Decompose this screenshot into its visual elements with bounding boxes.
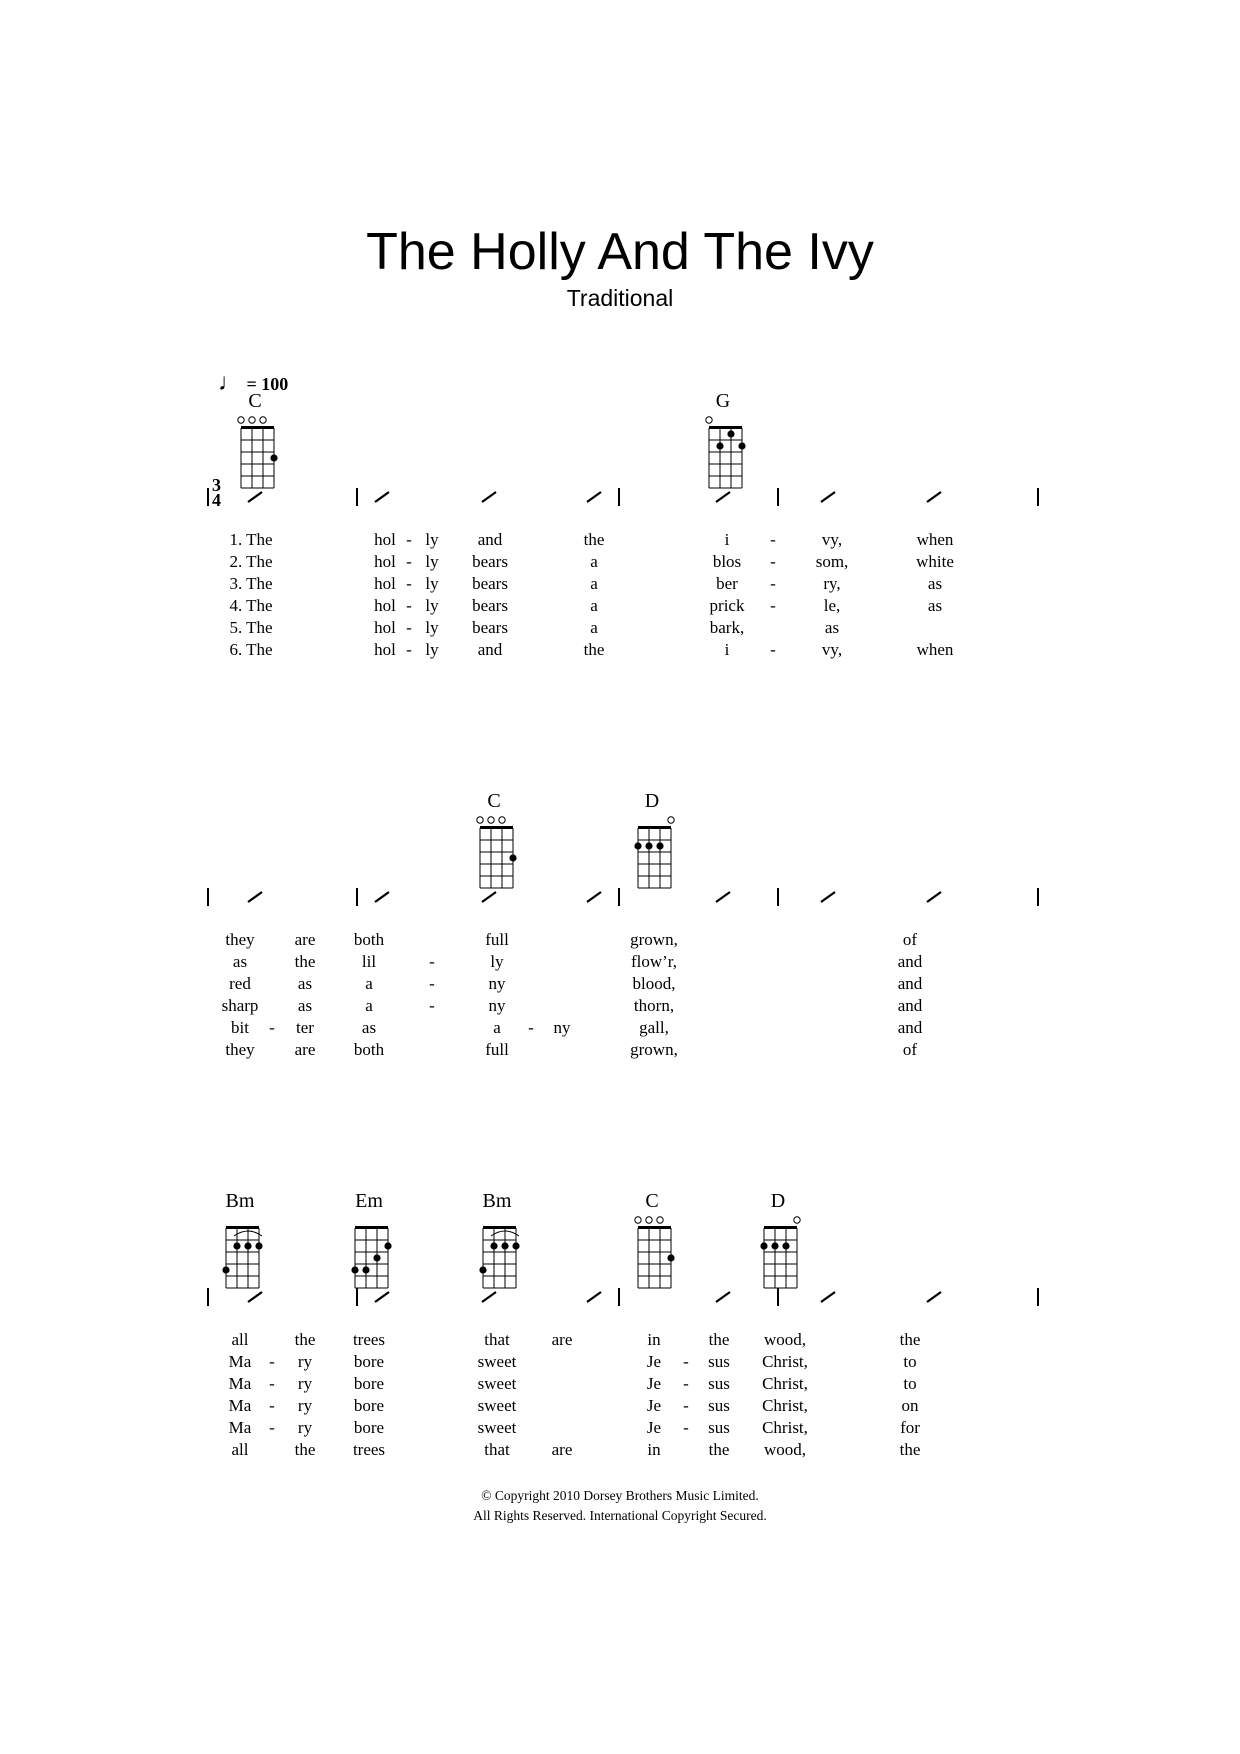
lyric-syllable: ry: [297, 1352, 313, 1371]
lyric-syllable: Ma: [228, 1352, 252, 1371]
lyric-syllable: red: [229, 974, 251, 993]
lyric-syllable: on: [901, 1396, 919, 1415]
lyric-syllable: the: [583, 530, 605, 549]
lyric-syllable: the: [899, 1330, 921, 1349]
lyric-syllable: -: [683, 1396, 689, 1415]
lyric-syllable: lil: [361, 952, 377, 971]
lyric-syllable: they: [225, 1040, 255, 1059]
chord-name: D: [770, 1190, 786, 1212]
lyric-syllable: ry: [297, 1418, 313, 1437]
lyric-syllable: -: [683, 1374, 689, 1393]
lyric-syllable: the: [708, 1440, 730, 1459]
rhythm-slash: [821, 892, 835, 902]
lyric-syllable: as: [297, 996, 313, 1015]
lyric-syllable: sweet: [477, 1352, 517, 1371]
lyric-syllable: a: [365, 996, 373, 1015]
lyric-syllable: the: [708, 1330, 730, 1349]
lyric-syllable: -: [406, 596, 412, 615]
lyric-syllable: a: [590, 574, 598, 593]
lyric-syllable: when: [916, 530, 954, 549]
lyric-syllable: in: [647, 1330, 661, 1349]
lyric-syllable: -: [770, 552, 776, 571]
rhythm-slash: [482, 1292, 496, 1302]
lyric-syllable: hol: [374, 596, 396, 615]
lyric-syllable: -: [770, 640, 776, 659]
rhythm-slash: [248, 892, 262, 902]
lyric-syllable: 5. The: [229, 618, 273, 637]
lyric-syllable: wood,: [763, 1330, 807, 1349]
lyric-syllable: -: [406, 574, 412, 593]
lyric-syllable: bears: [472, 552, 508, 571]
lyric-syllable: thorn,: [633, 996, 675, 1015]
rhythm-slash: [375, 892, 389, 902]
lyric-syllable: i: [724, 640, 730, 659]
lyric-syllable: bears: [472, 596, 508, 615]
chord-name: Bm: [482, 1190, 512, 1212]
rhythm-slash: [927, 492, 941, 502]
time-signature-bottom: 4: [212, 490, 221, 510]
lyric-syllable: both: [353, 1040, 385, 1059]
lyric-syllable: as: [824, 618, 840, 637]
rhythm-slash: [927, 1292, 941, 1302]
quarter-note-icon: ♩: [218, 370, 242, 396]
rhythm-slash: [821, 492, 835, 502]
lyric-syllable: and: [897, 952, 923, 971]
lyric-syllable: -: [406, 618, 412, 637]
lyric-syllable: ber: [716, 574, 738, 593]
lyric-syllable: a: [493, 1018, 501, 1037]
lyric-syllable: sus: [708, 1396, 730, 1415]
lyric-syllable: ly: [425, 530, 439, 549]
lyric-syllable: sweet: [477, 1396, 517, 1415]
rhythm-slash: [716, 492, 730, 502]
lyric-syllable: a: [365, 974, 373, 993]
rhythm-slash: [927, 892, 941, 902]
lyric-syllable: grown,: [630, 930, 678, 949]
lyric-syllable: bit: [231, 1018, 249, 1037]
lyric-syllable: gall,: [639, 1018, 669, 1037]
rhythm-staff: [0, 790, 1240, 930]
lyric-syllable: they: [225, 930, 255, 949]
lyric-syllable: sus: [708, 1374, 730, 1393]
lyric-syllable: ny: [553, 1018, 571, 1037]
lyric-syllable: ter: [296, 1018, 314, 1037]
lyric-syllable: sharp: [221, 996, 259, 1015]
lyric-syllable: flow’r,: [630, 952, 678, 971]
lyric-syllable: bears: [472, 618, 508, 637]
rhythm-slash: [482, 892, 496, 902]
lyric-syllable: sweet: [477, 1418, 517, 1437]
lyric-syllable: the: [294, 1440, 316, 1459]
lyric-syllable: Ma: [228, 1374, 252, 1393]
rhythm-slash: [248, 1292, 262, 1302]
chord-name: Em: [355, 1190, 383, 1212]
lyric-syllable: all: [231, 1330, 249, 1349]
lyric-syllable: Christ,: [762, 1374, 808, 1393]
lyric-syllable: as: [927, 574, 943, 593]
rhythm-slash: [482, 492, 496, 502]
lyric-syllable: ry,: [823, 574, 841, 593]
lyric-syllable: are: [551, 1440, 573, 1459]
lyric-syllable: -: [269, 1018, 275, 1037]
lyric-syllable: ry: [297, 1396, 313, 1415]
lyric-syllable: 4. The: [229, 596, 273, 615]
lyric-syllable: a: [590, 552, 598, 571]
lyric-syllable: ny: [488, 996, 506, 1015]
lyric-syllable: -: [429, 974, 435, 993]
lyric-syllable: bore: [353, 1352, 385, 1371]
lyric-syllable: as: [361, 1018, 377, 1037]
lyric-syllable: Je: [646, 1396, 662, 1415]
lyric-syllable: ry: [297, 1374, 313, 1393]
lyric-syllable: ny: [488, 974, 506, 993]
lyric-syllable: wood,: [763, 1440, 807, 1459]
rhythm-slash: [821, 1292, 835, 1302]
lyric-syllable: all: [231, 1440, 249, 1459]
rhythm-slash: [375, 492, 389, 502]
lyric-syllable: -: [683, 1352, 689, 1371]
lyric-syllable: sus: [708, 1352, 730, 1371]
lyric-syllable: the: [294, 952, 316, 971]
composer: Traditional: [566, 285, 674, 311]
rhythm-slash: [587, 892, 601, 902]
lyric-syllable: and: [897, 1018, 923, 1037]
lyric-syllable: bore: [353, 1374, 385, 1393]
lyric-syllable: in: [647, 1440, 661, 1459]
lyric-syllable: that: [484, 1330, 510, 1349]
lyric-syllable: and: [477, 530, 503, 549]
lyric-syllable: are: [551, 1330, 573, 1349]
lyric-syllable: ly: [425, 574, 439, 593]
lyric-syllable: 1. The: [229, 530, 273, 549]
lyric-syllable: blood,: [632, 974, 676, 993]
lyric-syllable: -: [406, 640, 412, 659]
lyric-syllable: as: [927, 596, 943, 615]
lyric-syllable: bears: [472, 574, 508, 593]
lyric-syllable: -: [770, 574, 776, 593]
lyric-syllable: are: [294, 1040, 316, 1059]
lyric-syllable: le,: [823, 596, 841, 615]
lyric-syllable: when: [916, 640, 954, 659]
system-3: [0, 1190, 1240, 1590]
lyric-syllable: to: [903, 1374, 917, 1393]
tempo-value: = 100: [246, 374, 289, 394]
rhythm-staff: [0, 1190, 1240, 1330]
lyric-syllable: hol: [374, 618, 396, 637]
chord-name: C: [645, 1190, 659, 1212]
lyric-syllable: that: [484, 1440, 510, 1459]
lyric-syllable: trees: [352, 1440, 386, 1459]
lyric-syllable: prick: [709, 596, 745, 615]
lyric-syllable: the: [294, 1330, 316, 1349]
lyric-syllable: -: [429, 952, 435, 971]
lyric-syllable: sweet: [477, 1374, 517, 1393]
lyric-syllable: for: [900, 1418, 920, 1437]
song-title: The Holly And The Ivy: [366, 223, 874, 281]
lyric-syllable: Christ,: [762, 1418, 808, 1437]
system-1: [0, 390, 1240, 790]
lyric-syllable: blos: [712, 552, 742, 571]
lyric-syllable: of: [902, 1040, 918, 1059]
lyric-syllable: the: [899, 1440, 921, 1459]
lyric-syllable: -: [429, 996, 435, 1015]
lyric-syllable: hol: [374, 530, 396, 549]
lyric-syllable: Ma: [228, 1396, 252, 1415]
lyric-syllable: bark,: [709, 618, 745, 637]
chord-name: C: [487, 790, 501, 812]
rhythm-slash: [716, 892, 730, 902]
chord-name: C: [248, 390, 262, 412]
lyric-syllable: white: [916, 552, 954, 571]
lyric-syllable: Je: [646, 1418, 662, 1437]
lyric-syllable: 3. The: [229, 574, 273, 593]
lyric-syllable: ly: [490, 952, 504, 971]
lyric-syllable: Je: [646, 1352, 662, 1371]
chord-name: D: [644, 790, 660, 812]
lyric-syllable: -: [406, 530, 412, 549]
lyric-syllable: som,: [815, 552, 849, 571]
lyric-syllable: -: [269, 1374, 275, 1393]
lyric-syllable: -: [528, 1018, 534, 1037]
copyright-line-2: All Rights Reserved. International Copyright Secured.: [473, 1508, 767, 1523]
lyric-syllable: 6. The: [229, 640, 273, 659]
lyric-syllable: bore: [353, 1396, 385, 1415]
lyric-syllable: vy,: [821, 640, 843, 659]
lyric-syllable: vy,: [821, 530, 843, 549]
lyric-syllable: a: [590, 596, 598, 615]
time-signature-top: 3: [212, 475, 221, 495]
lyric-syllable: ly: [425, 552, 439, 571]
lyric-syllable: of: [902, 930, 918, 949]
lyric-syllable: Christ,: [762, 1352, 808, 1371]
lyric-syllable: ly: [425, 640, 439, 659]
lyric-syllable: hol: [374, 552, 396, 571]
chord-name: Bm: [225, 1190, 255, 1212]
lyric-syllable: hol: [374, 574, 396, 593]
lyric-syllable: -: [269, 1396, 275, 1415]
rhythm-slash: [375, 1292, 389, 1302]
lyric-syllable: bore: [353, 1418, 385, 1437]
lyric-syllable: and: [897, 974, 923, 993]
lyric-syllable: as: [297, 974, 313, 993]
lyric-syllable: -: [406, 552, 412, 571]
rhythm-slash: [248, 492, 262, 502]
lyric-syllable: -: [683, 1418, 689, 1437]
lyric-syllable: ly: [425, 618, 439, 637]
lyric-syllable: -: [770, 530, 776, 549]
lyric-syllable: the: [583, 640, 605, 659]
lyric-syllable: full: [485, 930, 509, 949]
lyric-syllable: both: [353, 930, 385, 949]
lyric-syllable: and: [477, 640, 503, 659]
rhythm-slash: [587, 1292, 601, 1302]
lyric-syllable: sus: [708, 1418, 730, 1437]
lyric-syllable: as: [232, 952, 248, 971]
lyric-syllable: i: [724, 530, 730, 549]
lyric-syllable: grown,: [630, 1040, 678, 1059]
lyric-syllable: Christ,: [762, 1396, 808, 1415]
lyric-syllable: 2. The: [229, 552, 273, 571]
lyric-syllable: a: [590, 618, 598, 637]
copyright-line-1: © Copyright 2010 Dorsey Brothers Music Limited.: [481, 1488, 759, 1503]
rhythm-slash: [587, 492, 601, 502]
system-2: [0, 790, 1240, 1190]
lyric-syllable: -: [770, 596, 776, 615]
lyric-syllable: full: [485, 1040, 509, 1059]
lyric-syllable: hol: [374, 640, 396, 659]
lyric-syllable: are: [294, 930, 316, 949]
lyric-syllable: Je: [646, 1374, 662, 1393]
lyric-syllable: Ma: [228, 1418, 252, 1437]
lyric-syllable: to: [903, 1352, 917, 1371]
chord-name: G: [715, 390, 731, 412]
lyric-syllable: -: [269, 1352, 275, 1371]
lyric-syllable: and: [897, 996, 923, 1015]
lyric-syllable: ly: [425, 596, 439, 615]
lyric-syllable: -: [269, 1418, 275, 1437]
rhythm-slash: [716, 1292, 730, 1302]
lyric-syllable: trees: [352, 1330, 386, 1349]
rhythm-staff: [0, 390, 1240, 530]
